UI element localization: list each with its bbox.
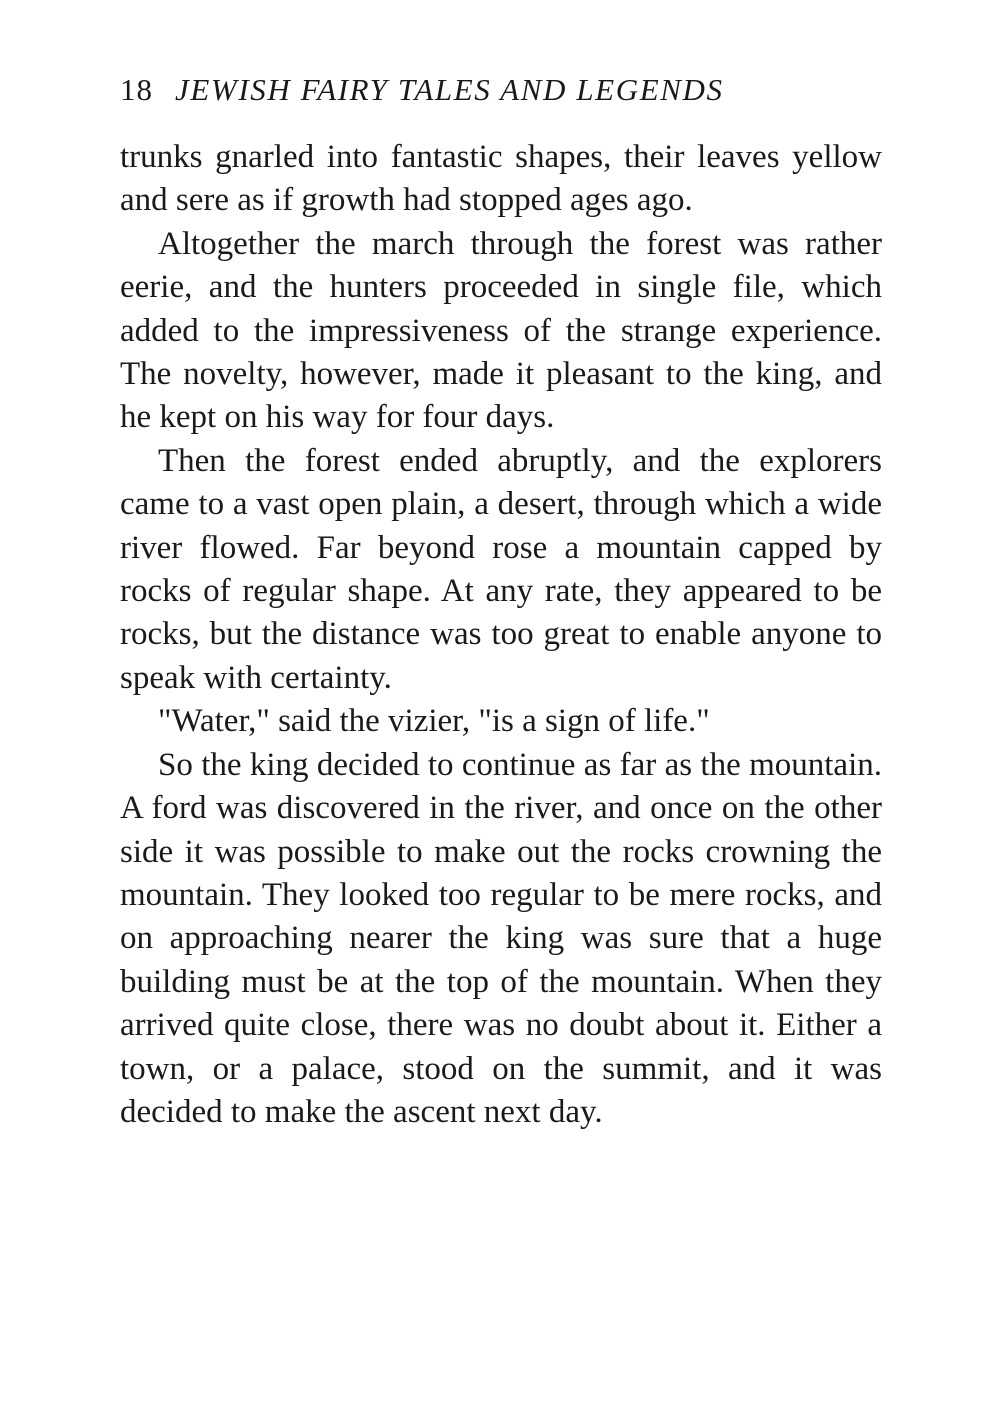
paragraph-dialogue: "Water," said the vizier, "is a sign of life." [158,703,710,740]
paragraph: So the king decided to continue as far as the mountain. A ford was discovered in the river, and once on the other side it was possible to make out the rocks crowning the mountain. They looked too regular to be mere rocks, and on approaching nearer the king was sure that a huge building must be at the top of the mountain. When they arrived quite close, there was no doubt about it. Either a town, or a palace, stood on the summit, and it was decided to make the ascent next day. [120,746,882,1130]
paragraph: Altogether the march through the forest was rather eerie, and the hunters proceeded in single file, which added to the impressiveness of the strange experience. The novelty, however, made it pleasant to the king, and he kept on his way for four days. [120,225,882,436]
running-head [120,72,882,120]
paragraph: Then the forest ended abruptly, and the explorers came to a vast open plain, a desert, through which a wide river flowed. Far beyond rose a mountain capped by rocks of regular shape. At any rate, they appeared to be rocks, but the distance was too great to enable anyone to speak with certainty. [120,442,882,696]
page-number: 18 [120,72,153,107]
book-title: JEWISH FAIRY TALES AND LEGENDS [175,72,724,107]
body-text [120,136,882,1134]
paragraph-continued: trunks gnarled into fantastic shapes, their leaves yellow and sere as if growth had stopped ages ago. [120,139,882,219]
book-page [120,72,882,1134]
